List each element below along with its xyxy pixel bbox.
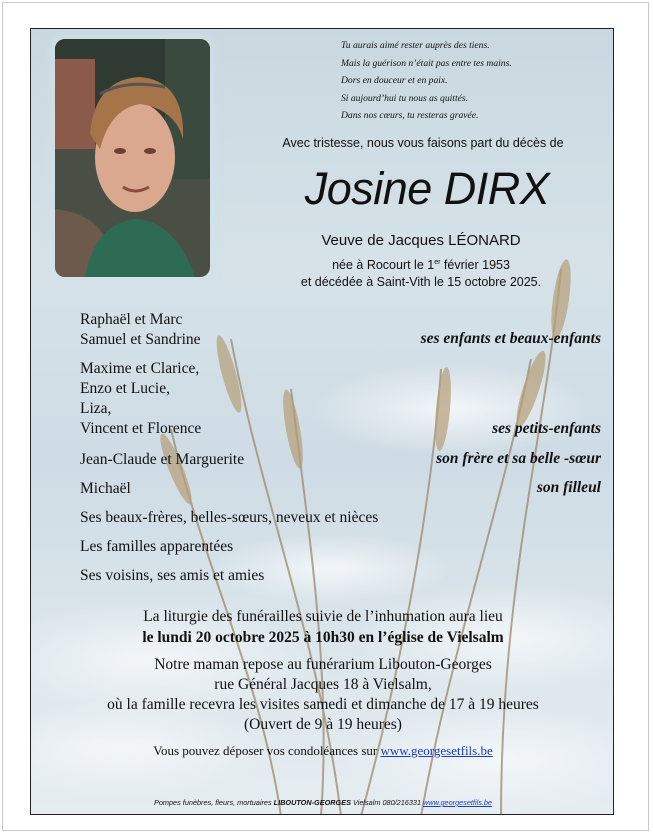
inlaws-line: Ses beaux-frères, belles-sœurs, neveux et nièces (80, 509, 379, 526)
funeral-line-6: (Ouvert de 9 à 19 heures) (244, 716, 402, 733)
sibling-names: Jean-Claude et Marguerite (80, 451, 245, 468)
widow-line: Veuve de Jacques LÉONARD (321, 232, 521, 249)
family-name: Vincent et Florence (80, 420, 202, 437)
birth-date: février 1953 (440, 258, 510, 273)
condolences-text: Vous pouvez déposer vos condoléances sur (153, 743, 381, 758)
condolences-line (31, 743, 614, 759)
grandchildren-names (80, 359, 201, 439)
footer (31, 798, 614, 807)
grandchildren-relation: ses petits-enfants (492, 420, 601, 437)
funeral-date-line: le lundi 20 octobre 2025 à 10h30 en l’église de Vielsalm (142, 629, 504, 646)
footer-company: LIBOUTON-GEORGES (273, 798, 351, 807)
poem-line: Si aujourd’hui tu nous as quittés. (341, 92, 469, 104)
funeral-line-5: où la famille recevra les visites samedi et dimanche de 17 à 19 heures (107, 696, 539, 713)
death-line: et décédée à Saint-Vith le 15 octobre 2025. (300, 275, 542, 290)
footer-contact: Vielsalm 080/216331 (350, 798, 424, 807)
godson-relation: son filleul (536, 479, 601, 496)
birth-line (251, 254, 591, 274)
poem-line: Mais la guérison n’était pas entre tes mains. (341, 57, 512, 69)
godson-name: Michaël (80, 480, 131, 497)
children-names (80, 310, 201, 350)
neighbours-line: Ses voisins, ses amis et amies (80, 567, 265, 584)
family-name: Enzo et Lucie, (80, 380, 170, 397)
funeral-line-4: rue Général Jacques 18 à Vielsalm, (214, 676, 432, 693)
poem-line: Dors en douceur et en paix. (341, 75, 448, 87)
poem-line: Tu aurais aimé rester auprès des tiens. (341, 40, 490, 51)
obituary-card (30, 28, 614, 815)
footer-link[interactable]: www.georgesetfils.be (423, 798, 492, 807)
birth-death-info (251, 254, 591, 291)
sibling-relation: son frère et sa belle -sœur (436, 450, 601, 467)
children-relation: ses enfants et beaux-enfants (420, 330, 601, 347)
family-name: Maxime et Clarice, (80, 360, 200, 377)
funeral-line-3: Notre maman repose au funérarium Libouton-Georges (154, 656, 492, 673)
announcement-intro: Avec tristesse, nous vous faisons part du décès de (282, 136, 564, 150)
poem-line: Dans nos cœurs, tu resteras gravée. (341, 110, 479, 122)
birth-text: née à Rocourt le 1 (332, 258, 435, 273)
relatives-line: Les familles apparentées (80, 538, 234, 555)
family-name: Raphaël et Marc (80, 311, 183, 328)
birth-ordinal: er (434, 259, 441, 266)
portrait-photo (55, 39, 210, 277)
footer-text: Pompes funèbres, fleurs, mortuaires (154, 798, 274, 807)
family-name: Liza, (80, 400, 112, 417)
poem (341, 37, 601, 125)
deceased-name: Josine DIRX (304, 163, 550, 214)
funeral-line-1: La liturgie des funérailles suivie de l’inhumation aura lieu (143, 608, 503, 625)
condolences-link[interactable]: www.georgesetfils.be (380, 743, 493, 758)
family-name: Samuel et Sandrine (80, 331, 201, 348)
